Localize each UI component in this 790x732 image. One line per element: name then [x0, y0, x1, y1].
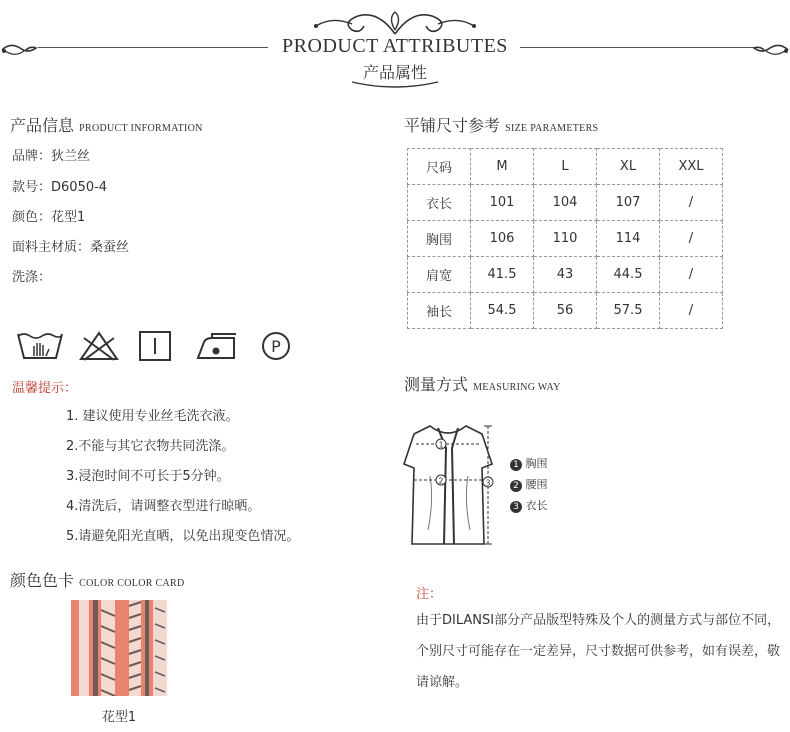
- marker-1-label: 1: [438, 440, 444, 450]
- table-row: [408, 257, 723, 293]
- tips-title: 温馨提示：: [12, 381, 78, 396]
- table-cell: 104: [534, 185, 597, 221]
- info-label: 洗涤：: [12, 270, 52, 285]
- marker-3-label: 3: [485, 478, 491, 488]
- header-subtitle: 产品属性: [362, 63, 427, 82]
- info-value: 花型1: [51, 210, 86, 225]
- table-cell: 衣长: [408, 185, 471, 221]
- table-cell: 41.5: [471, 257, 534, 293]
- note-body: 由于DILANSI部分产品版型特殊及个人的测量方式与部位不同，个别尺寸可能存在一定差异，尺寸数据可供参考，如有误差，敬请谅解。: [416, 613, 781, 690]
- table-cell: 57.5: [597, 293, 660, 329]
- tip-item: 5.请避免阳光直晒，以免出现变色情况。: [66, 529, 300, 544]
- table-cell: /: [660, 185, 723, 221]
- table-header-cell: M: [471, 149, 534, 185]
- tip-item: 1. 建议使用专业丝毛洗衣液。: [66, 409, 239, 424]
- table-cell: /: [660, 221, 723, 257]
- color-swatch-pattern-1[interactable]: [71, 600, 167, 696]
- product-info-title-en: PRODUCT INFORMATION: [79, 123, 203, 134]
- info-row-brand: [12, 145, 90, 164]
- table-cell: 肩宽: [408, 257, 471, 293]
- measuring-title-cn: 测量方式: [404, 375, 469, 394]
- tip-item: 4.清洗后，请调整衣型进行晾晒。: [66, 499, 261, 514]
- table-header-cell: L: [534, 149, 597, 185]
- legend-num: 2: [510, 480, 522, 492]
- fabric-pattern-image: [71, 600, 167, 696]
- table-cell: 56: [534, 293, 597, 329]
- color-card-title-en: COLOR COLOR CARD: [79, 578, 185, 589]
- table-row: [408, 221, 723, 257]
- legend-num: 3: [510, 501, 522, 513]
- legend-item-chest: [510, 455, 548, 471]
- size-params-title: [404, 113, 598, 136]
- info-value: 桑蚕丝: [90, 240, 130, 255]
- legend-num: 1: [510, 459, 522, 471]
- table-cell: 101: [471, 185, 534, 221]
- table-cell: 胸围: [408, 221, 471, 257]
- measuring-title: [404, 372, 561, 395]
- legend-item-waist: [510, 476, 548, 492]
- table-cell: 106: [471, 221, 534, 257]
- table-cell: 114: [597, 221, 660, 257]
- measuring-title-en: MEASURING WAY: [473, 382, 561, 393]
- dry-clean-p-icon: [260, 330, 292, 362]
- info-label: 颜色：: [12, 210, 52, 225]
- legend-label: 胸围: [525, 457, 548, 470]
- header-title: PRODUCT ATTRIBUTES: [282, 35, 508, 57]
- tip-item: 2.不能与其它衣物共同洗涤。: [66, 439, 235, 454]
- table-header-cell: XL: [597, 149, 660, 185]
- size-params-title-en: SIZE PARAMETERS: [505, 123, 599, 134]
- legend-label: 腰围: [525, 478, 548, 491]
- product-info-title: [10, 113, 203, 136]
- size-params-title-cn: 平铺尺寸参考: [404, 116, 501, 135]
- info-value: D6050-4: [51, 180, 108, 195]
- table-row: [408, 185, 723, 221]
- table-cell: /: [660, 293, 723, 329]
- info-value: 狄兰丝: [51, 149, 91, 164]
- dry-clean-p-label: P: [271, 337, 281, 356]
- hand-wash-icon: [16, 330, 64, 362]
- marker-2-label: 2: [438, 476, 444, 486]
- table-header-row: [408, 149, 723, 185]
- legend-item-length: [510, 497, 548, 513]
- size-table: [407, 148, 723, 329]
- info-row-material: [12, 236, 129, 255]
- low-iron-icon: [194, 330, 240, 362]
- table-row: [408, 293, 723, 329]
- table-cell: 袖长: [408, 293, 471, 329]
- tip-item: 3.浸泡时间不可长于5分钟。: [66, 469, 230, 484]
- note-title: 注：: [416, 587, 443, 602]
- swatch-label: 花型1: [101, 710, 137, 725]
- table-header-cell: XXL: [660, 149, 723, 185]
- table-cell: 110: [534, 221, 597, 257]
- line-dry-icon: [138, 330, 172, 362]
- garment-measure-diagram: [400, 420, 500, 552]
- table-cell: /: [660, 257, 723, 293]
- table-cell: 43: [534, 257, 597, 293]
- info-row-color: [12, 206, 85, 225]
- top-ornament-icon: [308, 6, 482, 38]
- color-card-title: [10, 568, 184, 591]
- header-underline-swash-icon: [350, 78, 440, 90]
- table-cell: 54.5: [471, 293, 534, 329]
- no-bleach-icon: [78, 330, 120, 362]
- table-cell: 44.5: [597, 257, 660, 293]
- color-card-title-cn: 颜色色卡: [10, 571, 75, 590]
- legend-label: 衣长: [525, 499, 548, 512]
- info-label: 款号：: [12, 180, 52, 195]
- info-label: 面料主材质：: [12, 240, 91, 255]
- table-header-cell: 尺码: [408, 149, 471, 185]
- info-row-style-no: [12, 176, 107, 195]
- table-cell: 107: [597, 185, 660, 221]
- info-label: 品牌：: [12, 149, 52, 164]
- product-info-title-cn: 产品信息: [10, 116, 75, 135]
- info-row-washing: [12, 266, 51, 285]
